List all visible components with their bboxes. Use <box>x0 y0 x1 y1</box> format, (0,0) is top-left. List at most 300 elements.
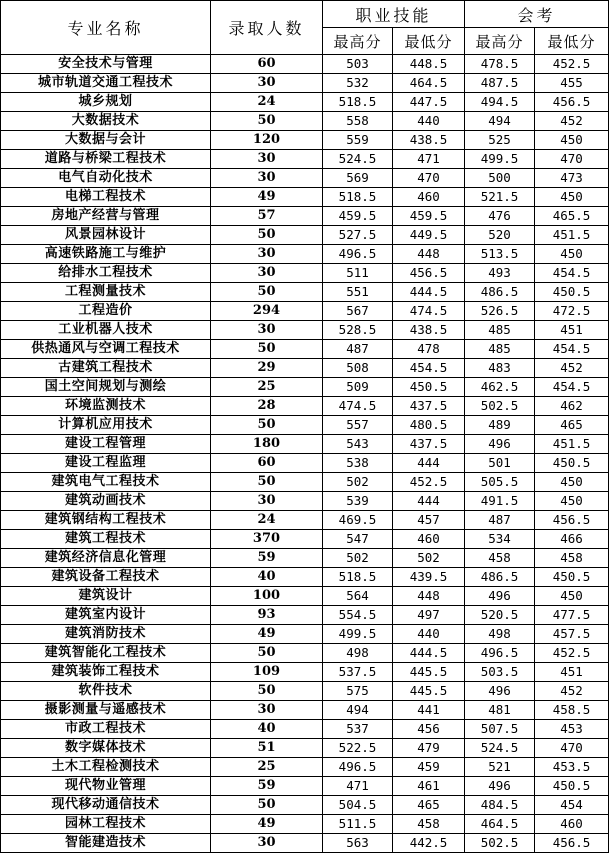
huikao-min-cell: 453 <box>535 720 609 739</box>
skill-max-cell: 538 <box>323 454 393 473</box>
huikao-min-cell: 450.5 <box>535 568 609 587</box>
huikao-min-cell: 466 <box>535 530 609 549</box>
skill-min-cell: 438.5 <box>393 131 465 150</box>
major-name-cell: 环境监测技术 <box>1 397 211 416</box>
huikao-max-cell: 496 <box>465 682 535 701</box>
huikao-max-cell: 483 <box>465 359 535 378</box>
huikao-max-cell: 503.5 <box>465 663 535 682</box>
admit-count-cell: 120 <box>211 131 323 150</box>
huikao-min-cell: 452.5 <box>535 55 609 74</box>
admit-count-cell: 29 <box>211 359 323 378</box>
skill-min-cell: 437.5 <box>393 435 465 454</box>
table-row <box>1 663 609 682</box>
skill-max-cell: 547 <box>323 530 393 549</box>
huikao-max-cell: 464.5 <box>465 815 535 834</box>
admit-count-cell: 50 <box>211 473 323 492</box>
huikao-min-cell: 450 <box>535 131 609 150</box>
skill-max-cell: 469.5 <box>323 511 393 530</box>
huikao-max-cell: 534 <box>465 530 535 549</box>
table-row <box>1 245 609 264</box>
huikao-min-cell: 450.5 <box>535 454 609 473</box>
table-row <box>1 606 609 625</box>
table-row <box>1 131 609 150</box>
table-row <box>1 568 609 587</box>
skill-min-cell: 478 <box>393 340 465 359</box>
major-name-cell: 数字媒体技术 <box>1 739 211 758</box>
skill-max-cell: 564 <box>323 587 393 606</box>
skill-min-cell: 452.5 <box>393 473 465 492</box>
huikao-min-cell: 456.5 <box>535 511 609 530</box>
skill-min-cell: 444.5 <box>393 283 465 302</box>
admit-count-cell: 180 <box>211 435 323 454</box>
admit-count-cell: 40 <box>211 568 323 587</box>
admit-count-cell: 57 <box>211 207 323 226</box>
table-row <box>1 321 609 340</box>
huikao-max-cell: 489 <box>465 416 535 435</box>
huikao-max-cell: 485 <box>465 340 535 359</box>
table-row <box>1 549 609 568</box>
huikao-max-cell: 487 <box>465 511 535 530</box>
huikao-min-cell: 454.5 <box>535 340 609 359</box>
huikao-min-cell: 452 <box>535 682 609 701</box>
huikao-min-cell: 458 <box>535 549 609 568</box>
table-row <box>1 682 609 701</box>
huikao-min-cell: 450 <box>535 188 609 207</box>
table-row <box>1 112 609 131</box>
admit-count-cell: 60 <box>211 55 323 74</box>
admit-count-cell: 60 <box>211 454 323 473</box>
skill-max-cell: 499.5 <box>323 625 393 644</box>
huikao-min-cell: 450 <box>535 245 609 264</box>
major-name-cell: 园林工程技术 <box>1 815 211 834</box>
skill-min-cell: 445.5 <box>393 682 465 701</box>
major-name-cell: 土木工程检测技术 <box>1 758 211 777</box>
skill-max-cell: 567 <box>323 302 393 321</box>
admit-count-cell: 24 <box>211 511 323 530</box>
table-row <box>1 264 609 283</box>
huikao-max-cell: 485 <box>465 321 535 340</box>
table-row <box>1 416 609 435</box>
skill-min-cell: 470 <box>393 169 465 188</box>
huikao-max-cell: 520.5 <box>465 606 535 625</box>
table-row <box>1 188 609 207</box>
header-huikao-min: 最低分 <box>535 28 609 55</box>
table-row <box>1 644 609 663</box>
table-row <box>1 587 609 606</box>
skill-max-cell: 459.5 <box>323 207 393 226</box>
skill-min-cell: 464.5 <box>393 74 465 93</box>
major-name-cell: 现代物业管理 <box>1 777 211 796</box>
major-name-cell: 建筑经济信息化管理 <box>1 549 211 568</box>
skill-min-cell: 444.5 <box>393 644 465 663</box>
table-row <box>1 511 609 530</box>
huikao-min-cell: 450 <box>535 492 609 511</box>
table-row <box>1 226 609 245</box>
major-name-cell: 道路与桥梁工程技术 <box>1 150 211 169</box>
huikao-max-cell: 486.5 <box>465 283 535 302</box>
huikao-max-cell: 496.5 <box>465 644 535 663</box>
admit-count-cell: 30 <box>211 150 323 169</box>
skill-max-cell: 554.5 <box>323 606 393 625</box>
skill-max-cell: 543 <box>323 435 393 454</box>
skill-min-cell: 461 <box>393 777 465 796</box>
major-name-cell: 风景园林设计 <box>1 226 211 245</box>
huikao-min-cell: 451 <box>535 321 609 340</box>
admit-count-cell: 50 <box>211 796 323 815</box>
table-row <box>1 435 609 454</box>
admit-count-cell: 40 <box>211 720 323 739</box>
huikao-min-cell: 457.5 <box>535 625 609 644</box>
huikao-min-cell: 452 <box>535 359 609 378</box>
admit-count-cell: 28 <box>211 397 323 416</box>
admit-count-cell: 294 <box>211 302 323 321</box>
table-row <box>1 739 609 758</box>
huikao-max-cell: 507.5 <box>465 720 535 739</box>
huikao-max-cell: 496 <box>465 587 535 606</box>
skill-max-cell: 496.5 <box>323 758 393 777</box>
huikao-min-cell: 470 <box>535 739 609 758</box>
skill-min-cell: 454.5 <box>393 359 465 378</box>
table-row <box>1 283 609 302</box>
skill-max-cell: 569 <box>323 169 393 188</box>
table-row <box>1 758 609 777</box>
skill-max-cell: 498 <box>323 644 393 663</box>
huikao-min-cell: 450 <box>535 587 609 606</box>
huikao-max-cell: 481 <box>465 701 535 720</box>
major-name-cell: 工程测量技术 <box>1 283 211 302</box>
huikao-min-cell: 460 <box>535 815 609 834</box>
table-row <box>1 397 609 416</box>
admit-count-cell: 30 <box>211 492 323 511</box>
huikao-max-cell: 520 <box>465 226 535 245</box>
huikao-max-cell: 486.5 <box>465 568 535 587</box>
skill-min-cell: 441 <box>393 701 465 720</box>
skill-min-cell: 480.5 <box>393 416 465 435</box>
skill-max-cell: 558 <box>323 112 393 131</box>
skill-max-cell: 524.5 <box>323 150 393 169</box>
header-huikao: 会考 <box>465 1 609 28</box>
table-row <box>1 777 609 796</box>
skill-max-cell: 537 <box>323 720 393 739</box>
admit-count-cell: 30 <box>211 169 323 188</box>
skill-min-cell: 448.5 <box>393 55 465 74</box>
admit-count-cell: 50 <box>211 416 323 435</box>
admit-count-cell: 93 <box>211 606 323 625</box>
major-name-cell: 建筑室内设计 <box>1 606 211 625</box>
huikao-max-cell: 496 <box>465 777 535 796</box>
huikao-min-cell: 451.5 <box>535 435 609 454</box>
huikao-max-cell: 478.5 <box>465 55 535 74</box>
huikao-min-cell: 452 <box>535 112 609 131</box>
huikao-max-cell: 521.5 <box>465 188 535 207</box>
huikao-max-cell: 501 <box>465 454 535 473</box>
skill-max-cell: 559 <box>323 131 393 150</box>
header-vocational-skill: 职业技能 <box>323 1 465 28</box>
huikao-max-cell: 484.5 <box>465 796 535 815</box>
skill-min-cell: 448 <box>393 245 465 264</box>
huikao-max-cell: 526.5 <box>465 302 535 321</box>
major-name-cell: 建筑动画技术 <box>1 492 211 511</box>
huikao-min-cell: 473 <box>535 169 609 188</box>
admit-count-cell: 30 <box>211 834 323 853</box>
admit-count-cell: 100 <box>211 587 323 606</box>
skill-min-cell: 502 <box>393 549 465 568</box>
skill-min-cell: 456 <box>393 720 465 739</box>
major-name-cell: 计算机应用技术 <box>1 416 211 435</box>
skill-min-cell: 497 <box>393 606 465 625</box>
skill-min-cell: 440 <box>393 112 465 131</box>
major-name-cell: 电气自动化技术 <box>1 169 211 188</box>
skill-max-cell: 539 <box>323 492 393 511</box>
huikao-min-cell: 451.5 <box>535 226 609 245</box>
admit-count-cell: 50 <box>211 226 323 245</box>
header-skill-max: 最高分 <box>323 28 393 55</box>
skill-max-cell: 511 <box>323 264 393 283</box>
header-skill-min: 最低分 <box>393 28 465 55</box>
skill-min-cell: 458 <box>393 815 465 834</box>
major-name-cell: 房地产经营与管理 <box>1 207 211 226</box>
major-name-cell: 建筑工程技术 <box>1 530 211 549</box>
major-name-cell: 工业机器人技术 <box>1 321 211 340</box>
huikao-max-cell: 525 <box>465 131 535 150</box>
huikao-max-cell: 487.5 <box>465 74 535 93</box>
skill-max-cell: 487 <box>323 340 393 359</box>
huikao-min-cell: 458.5 <box>535 701 609 720</box>
huikao-max-cell: 496 <box>465 435 535 454</box>
huikao-max-cell: 499.5 <box>465 150 535 169</box>
table-row <box>1 701 609 720</box>
major-name-cell: 给排水工程技术 <box>1 264 211 283</box>
huikao-max-cell: 524.5 <box>465 739 535 758</box>
major-name-cell: 现代移动通信技术 <box>1 796 211 815</box>
huikao-max-cell: 462.5 <box>465 378 535 397</box>
huikao-max-cell: 521 <box>465 758 535 777</box>
table-row <box>1 340 609 359</box>
huikao-min-cell: 462 <box>535 397 609 416</box>
header-count: 录取人数 <box>211 1 323 55</box>
table-row <box>1 720 609 739</box>
major-name-cell: 大数据技术 <box>1 112 211 131</box>
skill-max-cell: 494 <box>323 701 393 720</box>
admit-count-cell: 50 <box>211 283 323 302</box>
huikao-min-cell: 452.5 <box>535 644 609 663</box>
skill-min-cell: 459 <box>393 758 465 777</box>
huikao-min-cell: 450 <box>535 473 609 492</box>
table-row <box>1 378 609 397</box>
huikao-min-cell: 472.5 <box>535 302 609 321</box>
table-row <box>1 473 609 492</box>
admit-count-cell: 30 <box>211 321 323 340</box>
skill-min-cell: 444 <box>393 454 465 473</box>
major-name-cell: 大数据与会计 <box>1 131 211 150</box>
skill-min-cell: 448 <box>393 587 465 606</box>
skill-max-cell: 528.5 <box>323 321 393 340</box>
skill-min-cell: 456.5 <box>393 264 465 283</box>
huikao-max-cell: 476 <box>465 207 535 226</box>
major-name-cell: 供热通风与空调工程技术 <box>1 340 211 359</box>
major-name-cell: 安全技术与管理 <box>1 55 211 74</box>
skill-min-cell: 460 <box>393 188 465 207</box>
skill-max-cell: 527.5 <box>323 226 393 245</box>
huikao-max-cell: 494 <box>465 112 535 131</box>
skill-max-cell: 537.5 <box>323 663 393 682</box>
admit-count-cell: 50 <box>211 644 323 663</box>
table-row <box>1 530 609 549</box>
table-body <box>1 55 609 853</box>
huikao-max-cell: 505.5 <box>465 473 535 492</box>
huikao-min-cell: 454 <box>535 796 609 815</box>
huikao-min-cell: 456.5 <box>535 834 609 853</box>
huikao-min-cell: 451 <box>535 663 609 682</box>
table-row <box>1 74 609 93</box>
table-row <box>1 834 609 853</box>
skill-min-cell: 447.5 <box>393 93 465 112</box>
major-name-cell: 城乡规划 <box>1 93 211 112</box>
huikao-max-cell: 458 <box>465 549 535 568</box>
major-name-cell: 摄影测量与遥感技术 <box>1 701 211 720</box>
skill-max-cell: 496.5 <box>323 245 393 264</box>
admit-count-cell: 30 <box>211 264 323 283</box>
skill-min-cell: 444 <box>393 492 465 511</box>
skill-max-cell: 522.5 <box>323 739 393 758</box>
skill-min-cell: 439.5 <box>393 568 465 587</box>
huikao-min-cell: 454.5 <box>535 378 609 397</box>
major-name-cell: 电梯工程技术 <box>1 188 211 207</box>
admit-count-cell: 30 <box>211 701 323 720</box>
major-name-cell: 国土空间规划与测绘 <box>1 378 211 397</box>
skill-max-cell: 502 <box>323 549 393 568</box>
major-name-cell: 城市轨道交通工程技术 <box>1 74 211 93</box>
skill-max-cell: 563 <box>323 834 393 853</box>
table-row <box>1 302 609 321</box>
huikao-min-cell: 477.5 <box>535 606 609 625</box>
major-name-cell: 建筑设备工程技术 <box>1 568 211 587</box>
admit-count-cell: 49 <box>211 815 323 834</box>
table-row <box>1 150 609 169</box>
major-name-cell: 高速铁路施工与维护 <box>1 245 211 264</box>
skill-min-cell: 471 <box>393 150 465 169</box>
skill-max-cell: 502 <box>323 473 393 492</box>
huikao-min-cell: 453.5 <box>535 758 609 777</box>
huikao-min-cell: 470 <box>535 150 609 169</box>
admit-count-cell: 50 <box>211 340 323 359</box>
skill-max-cell: 518.5 <box>323 568 393 587</box>
skill-max-cell: 575 <box>323 682 393 701</box>
major-name-cell: 建筑消防技术 <box>1 625 211 644</box>
admit-count-cell: 30 <box>211 74 323 93</box>
admit-count-cell: 109 <box>211 663 323 682</box>
huikao-max-cell: 493 <box>465 264 535 283</box>
skill-max-cell: 511.5 <box>323 815 393 834</box>
table-row <box>1 815 609 834</box>
huikao-min-cell: 450.5 <box>535 777 609 796</box>
skill-min-cell: 459.5 <box>393 207 465 226</box>
skill-max-cell: 471 <box>323 777 393 796</box>
table-row <box>1 169 609 188</box>
major-name-cell: 建筑装饰工程技术 <box>1 663 211 682</box>
skill-min-cell: 450.5 <box>393 378 465 397</box>
major-name-cell: 建筑智能化工程技术 <box>1 644 211 663</box>
header-major: 专业名称 <box>1 1 211 55</box>
admit-count-cell: 30 <box>211 245 323 264</box>
skill-min-cell: 460 <box>393 530 465 549</box>
huikao-max-cell: 491.5 <box>465 492 535 511</box>
major-name-cell: 建设工程监理 <box>1 454 211 473</box>
admit-count-cell: 50 <box>211 682 323 701</box>
skill-min-cell: 479 <box>393 739 465 758</box>
major-name-cell: 软件技术 <box>1 682 211 701</box>
huikao-max-cell: 502.5 <box>465 834 535 853</box>
skill-max-cell: 504.5 <box>323 796 393 815</box>
huikao-max-cell: 502.5 <box>465 397 535 416</box>
major-name-cell: 建筑电气工程技术 <box>1 473 211 492</box>
major-name-cell: 建筑钢结构工程技术 <box>1 511 211 530</box>
table-row <box>1 492 609 511</box>
skill-max-cell: 551 <box>323 283 393 302</box>
skill-min-cell: 474.5 <box>393 302 465 321</box>
huikao-max-cell: 500 <box>465 169 535 188</box>
skill-min-cell: 457 <box>393 511 465 530</box>
huikao-min-cell: 454.5 <box>535 264 609 283</box>
admit-count-cell: 59 <box>211 777 323 796</box>
admit-count-cell: 24 <box>211 93 323 112</box>
skill-min-cell: 442.5 <box>393 834 465 853</box>
huikao-min-cell: 465.5 <box>535 207 609 226</box>
major-name-cell: 市政工程技术 <box>1 720 211 739</box>
major-name-cell: 智能建造技术 <box>1 834 211 853</box>
major-name-cell: 建筑设计 <box>1 587 211 606</box>
table-row <box>1 454 609 473</box>
huikao-min-cell: 455 <box>535 74 609 93</box>
skill-max-cell: 518.5 <box>323 188 393 207</box>
table-row <box>1 796 609 815</box>
huikao-max-cell: 494.5 <box>465 93 535 112</box>
skill-min-cell: 465 <box>393 796 465 815</box>
skill-max-cell: 509 <box>323 378 393 397</box>
huikao-min-cell: 465 <box>535 416 609 435</box>
skill-max-cell: 532 <box>323 74 393 93</box>
major-name-cell: 建设工程管理 <box>1 435 211 454</box>
admit-count-cell: 49 <box>211 625 323 644</box>
skill-min-cell: 445.5 <box>393 663 465 682</box>
admit-count-cell: 50 <box>211 112 323 131</box>
table-row <box>1 359 609 378</box>
table-row <box>1 625 609 644</box>
major-name-cell: 工程造价 <box>1 302 211 321</box>
skill-min-cell: 437.5 <box>393 397 465 416</box>
table-row <box>1 55 609 74</box>
header-huikao-max: 最高分 <box>465 28 535 55</box>
huikao-max-cell: 498 <box>465 625 535 644</box>
major-name-cell: 古建筑工程技术 <box>1 359 211 378</box>
huikao-min-cell: 450.5 <box>535 283 609 302</box>
admit-count-cell: 59 <box>211 549 323 568</box>
admit-count-cell: 49 <box>211 188 323 207</box>
skill-min-cell: 440 <box>393 625 465 644</box>
admit-count-cell: 370 <box>211 530 323 549</box>
admit-count-cell: 51 <box>211 739 323 758</box>
skill-max-cell: 508 <box>323 359 393 378</box>
admit-count-cell: 25 <box>211 758 323 777</box>
skill-max-cell: 557 <box>323 416 393 435</box>
admit-count-cell: 25 <box>211 378 323 397</box>
huikao-min-cell: 456.5 <box>535 93 609 112</box>
table-row <box>1 207 609 226</box>
skill-max-cell: 503 <box>323 55 393 74</box>
skill-max-cell: 518.5 <box>323 93 393 112</box>
skill-min-cell: 449.5 <box>393 226 465 245</box>
huikao-max-cell: 513.5 <box>465 245 535 264</box>
